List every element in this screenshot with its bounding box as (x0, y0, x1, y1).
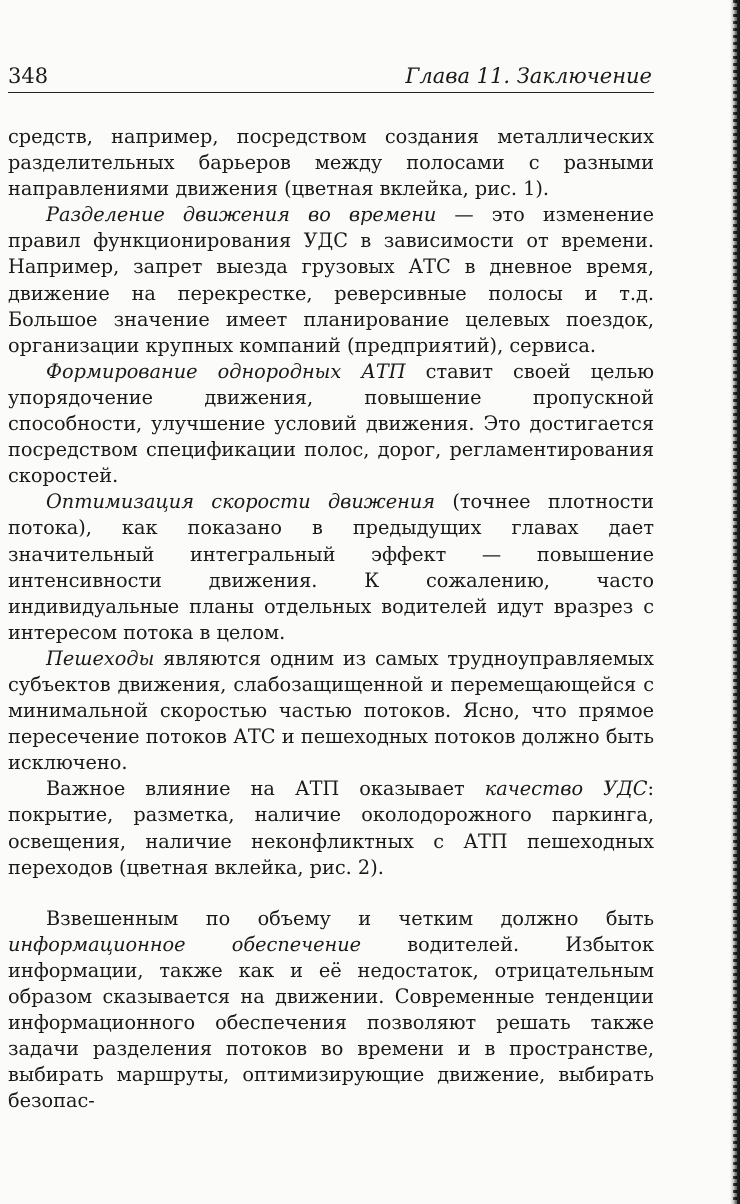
scan-edge-shadow (730, 0, 740, 1204)
paragraph-term: Оптимизация скорости движения (46, 490, 436, 514)
paragraph-6 (8, 776, 654, 880)
paragraph-text: водителей. Избыток информации, также как и её недостаток, отрицательным образом сказывается на движении. Современные тенденции информационного обеспечения позволяют решать также задачи разделения потоков во времени и в пространстве, выбирать маршруты, оптимизирующие движение, выбирать безопас- (8, 932, 654, 1113)
paragraph-2 (8, 202, 654, 359)
paragraph-term: Пешеходы (46, 646, 155, 670)
paragraph-7 (8, 906, 654, 1115)
page-number: 348 (8, 64, 49, 88)
paragraph-text: — это изменение правил функционирования УДС в зависимости от времени. Например, запрет выезда грузовых АТС в дневное время, движение на перекрестке, реверсивные полосы и т.д. Большое значение имеет планирование целевых поездок, организации крупных компаний (предприятий), сервиса. (8, 203, 654, 357)
paragraph-term: информационное обеспечение (8, 932, 362, 956)
chapter-title: Глава 11. Заключение (405, 64, 652, 88)
paragraph-text: : покрытие, разметка, наличие околодорожного паркинга, освещения, наличие неконфликтных с АТП пешеходных переходов (цветная вклейка, рис. 2). (8, 777, 654, 879)
paragraph-4 (8, 489, 654, 646)
paragraph-1 (8, 124, 654, 202)
paragraph-text: ставит своей целью упорядочение движения, повышение пропускной способности, улучшение условий движения. Это достигается посредством спецификации полос, дорог, регламентирования скоростей. (8, 359, 654, 488)
paragraph-text: средств, например, посредством создания металлических разделительных барьеров между полосами с разными направлениями движения (цветная вклейка, рис. 1). (8, 125, 654, 201)
paragraph-term: Разделение движения во времени (46, 203, 437, 227)
paragraph-text: являются одним из самых трудноуправляемых субъектов движения, слабозащищенной и перемещающейся с минимальной скоростью частью потоков. Ясно, что прямое пересечение потоков АТС и пешеходных потоков должно быть исключено. (8, 646, 654, 775)
paragraph-text: (точнее плотности потока), как показано в предыдущих главах дает значительный интегральный эффект — повышение интенсивности движения. К сожалению, часто индивидуальные планы отдельных водителей идут вразрез с интересом потока в целом. (8, 490, 654, 644)
paragraph-pre: Взвешенным по объему и четким должно быть (46, 906, 654, 930)
paragraph-3 (8, 359, 654, 489)
paragraph-5 (8, 646, 654, 776)
paragraph-term: Формирование однородных АТП (46, 359, 406, 383)
paragraph-pre: Важное влияние на АТП оказывает (46, 777, 485, 801)
paragraph-term: качество УДС (484, 777, 648, 801)
page-body (8, 124, 654, 1114)
running-header (8, 62, 654, 93)
